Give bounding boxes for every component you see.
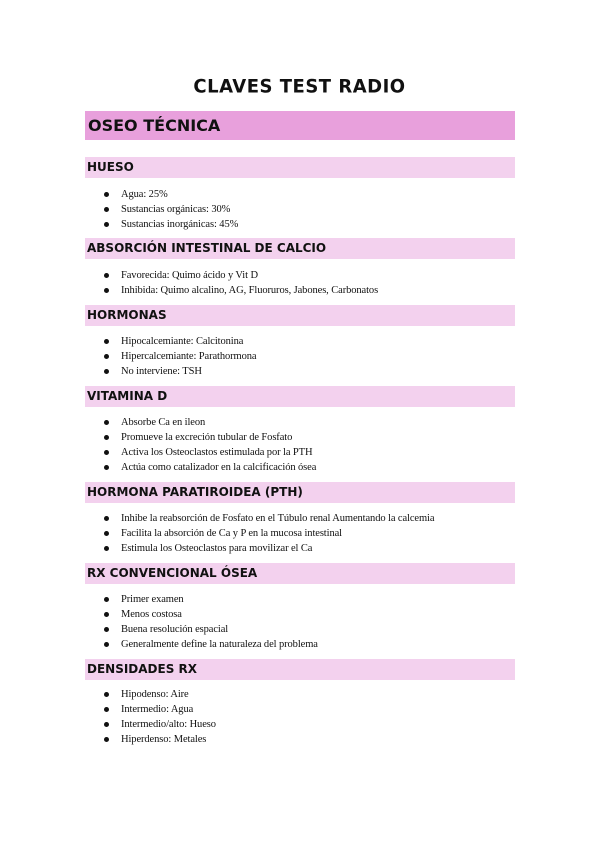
list-item: Actúa como catalizador en la calcificación ósea <box>0 460 316 475</box>
list-item: No interviene: TSH <box>0 364 256 379</box>
bullet-icon <box>104 627 109 632</box>
list-vitamina-d <box>0 415 316 475</box>
bullet-icon <box>104 722 109 727</box>
section-heading-pth: HORMONA PARATIROIDEA (PTH) <box>85 482 515 503</box>
list-item: Intermedio/alto: Hueso <box>0 717 216 732</box>
bullet-icon <box>104 222 109 227</box>
list-hormonas <box>0 334 256 379</box>
list-item: Hipodenso: Aire <box>0 687 216 702</box>
bullet-icon <box>104 642 109 647</box>
list-item: Sustancias inorgánicas: 45% <box>0 217 238 232</box>
list-item: Activa los Osteoclastos estimulada por la PTH <box>0 445 316 460</box>
list-absorcion <box>0 268 378 298</box>
bullet-icon <box>104 207 109 212</box>
list-item: Sustancias orgánicas: 30% <box>0 202 238 217</box>
list-item: Inhibida: Quimo alcalino, AG, Fluoruros, Jabones, Carbonatos <box>0 283 378 298</box>
bullet-icon <box>104 597 109 602</box>
list-rx-convencional <box>0 592 318 652</box>
bullet-icon <box>104 420 109 425</box>
page-title: CLAVES TEST RADIO <box>193 75 406 98</box>
list-item: Hipercalcemiante: Parathormona <box>0 349 256 364</box>
list-item: Agua: 25% <box>0 187 238 202</box>
list-item: Hiperdenso: Metales <box>0 732 216 747</box>
list-item: Promueve la excreción tubular de Fosfato <box>0 430 316 445</box>
section-heading-hormonas: HORMONAS <box>85 305 515 326</box>
bullet-icon <box>104 516 109 521</box>
bullet-icon <box>104 192 109 197</box>
list-item: Inhibe la reabsorción de Fosfato en el Túbulo renal Aumentando la calcemia <box>0 511 434 526</box>
section-heading-absorcion: ABSORCIÓN INTESTINAL DE CALCIO <box>85 238 515 259</box>
list-hueso <box>0 187 238 232</box>
bullet-icon <box>104 465 109 470</box>
bullet-icon <box>104 339 109 344</box>
bullet-icon <box>104 692 109 697</box>
list-item: Facilita la absorción de Ca y P en la mucosa intestinal <box>0 526 434 541</box>
bullet-icon <box>104 546 109 551</box>
list-item: Favorecida: Quimo ácido y Vit D <box>0 268 378 283</box>
section-heading-vitamina-d: VITAMINA D <box>85 386 515 407</box>
bullet-icon <box>104 612 109 617</box>
bullet-icon <box>104 288 109 293</box>
bullet-icon <box>104 707 109 712</box>
list-item: Primer examen <box>0 592 318 607</box>
section-heading-rx-convencional: RX CONVENCIONAL ÓSEA <box>85 563 515 584</box>
list-item: Estimula los Osteoclastos para movilizar el Ca <box>0 541 434 556</box>
section-heading-densidades-rx: DENSIDADES RX <box>85 659 515 680</box>
section-heading-hueso: HUESO <box>85 157 515 178</box>
bullet-icon <box>104 369 109 374</box>
bullet-icon <box>104 435 109 440</box>
bullet-icon <box>104 354 109 359</box>
list-item: Buena resolución espacial <box>0 622 318 637</box>
list-item: Menos costosa <box>0 607 318 622</box>
list-item: Hipocalcemiante: Calcitonina <box>0 334 256 349</box>
list-item: Intermedio: Agua <box>0 702 216 717</box>
bullet-icon <box>104 450 109 455</box>
list-densidades-rx <box>0 687 216 747</box>
main-section-heading: OSEO TÉCNICA <box>85 111 515 140</box>
list-item: Generalmente define la naturaleza del problema <box>0 637 318 652</box>
bullet-icon <box>104 737 109 742</box>
list-item: Absorbe Ca en ileon <box>0 415 316 430</box>
list-pth <box>0 511 434 556</box>
bullet-icon <box>104 273 109 278</box>
bullet-icon <box>104 531 109 536</box>
